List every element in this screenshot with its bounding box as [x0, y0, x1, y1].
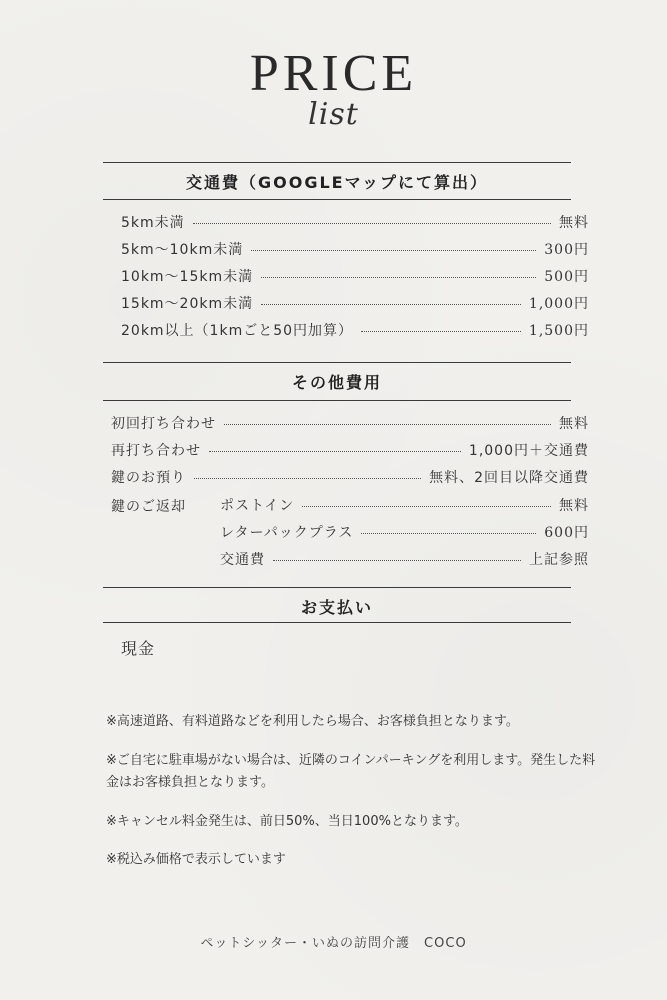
divider — [103, 400, 571, 401]
dotted-leader — [361, 533, 536, 534]
price-row-label: 初回打ち合わせ — [111, 416, 216, 432]
section-title-payment: お支払い — [300, 598, 373, 617]
price-row — [121, 292, 589, 314]
price-row-value: 500円 — [544, 269, 589, 285]
dotted-leader — [194, 478, 421, 479]
price-row-label: ポストイン — [220, 498, 295, 514]
price-row-value: 無料、2回目以降交通費 — [429, 470, 589, 486]
price-row — [121, 238, 589, 260]
price-row-value: 1,000円 — [528, 296, 589, 312]
price-row — [220, 548, 589, 570]
note: ※ご自宅に駐車場がない場合は、近隣のコインパーキングを利用します。発生した料金はお客様負担となります。 — [106, 753, 596, 790]
header — [0, 44, 667, 130]
price-row — [111, 439, 589, 461]
divider — [103, 362, 571, 363]
price-row — [220, 494, 589, 516]
price-row — [111, 466, 589, 488]
price-row-label: レターパックプラス — [220, 525, 354, 541]
dotted-leader — [209, 451, 461, 452]
price-row-label: 5km〜10km未満 — [121, 242, 244, 258]
price-row — [121, 265, 589, 287]
price-row-label: 20km以上（1kmごと50円加算） — [121, 323, 354, 339]
divider — [103, 199, 571, 200]
price-row-label: 鍵のお預り — [111, 470, 186, 486]
section-title-transport: 交通費（GOOGLEマップにて算出） — [186, 173, 488, 192]
price-row-value: 1,500円 — [528, 323, 589, 339]
price-row-value: 無料 — [559, 498, 589, 514]
divider — [103, 162, 571, 163]
page-title: PRICE — [249, 45, 418, 102]
price-row-label: 10km〜15km未満 — [121, 269, 254, 285]
dotted-leader — [261, 277, 536, 278]
dotted-leader — [251, 250, 536, 251]
footer: ペットシッター・いぬの訪問介護 COCO — [200, 936, 467, 951]
payment-method: 現金 — [121, 639, 156, 658]
price-row-value: 無料 — [559, 215, 589, 231]
price-row — [220, 521, 589, 543]
dotted-leader — [224, 424, 551, 425]
dotted-leader — [261, 304, 521, 305]
price-row-value: 1,000円＋交通費 — [468, 443, 589, 459]
price-row-label: 再打ち合わせ — [111, 443, 201, 459]
dotted-leader — [302, 506, 551, 507]
price-row-label: 交通費 — [220, 552, 265, 568]
price-row — [121, 211, 589, 233]
divider — [103, 587, 571, 588]
price-row-label: 5km未満 — [121, 215, 185, 231]
price-row-value: 600円 — [544, 525, 589, 541]
section-title-other: その他費用 — [291, 373, 382, 392]
price-row-value: 無料 — [559, 416, 589, 432]
price-row-value: 上記参照 — [529, 552, 589, 568]
dotted-leader — [361, 331, 521, 332]
price-row-label: 15km〜20km未満 — [121, 296, 254, 312]
dotted-leader — [193, 223, 551, 224]
divider — [103, 622, 571, 623]
dotted-leader — [273, 560, 521, 561]
note: ※高速道路、有料道路などを利用したら場合、お客様負担となります。 — [106, 714, 519, 729]
note: ※キャンセル料金発生は、前日50%、当日100%となります。 — [106, 814, 468, 829]
key-return-label: 鍵のご返却 — [111, 499, 186, 515]
note: ※税込み価格で表示しています — [106, 852, 286, 867]
price-row — [111, 412, 589, 434]
price-row — [121, 319, 589, 341]
page-subtitle: list — [308, 97, 359, 132]
price-row-value: 300円 — [544, 242, 589, 258]
